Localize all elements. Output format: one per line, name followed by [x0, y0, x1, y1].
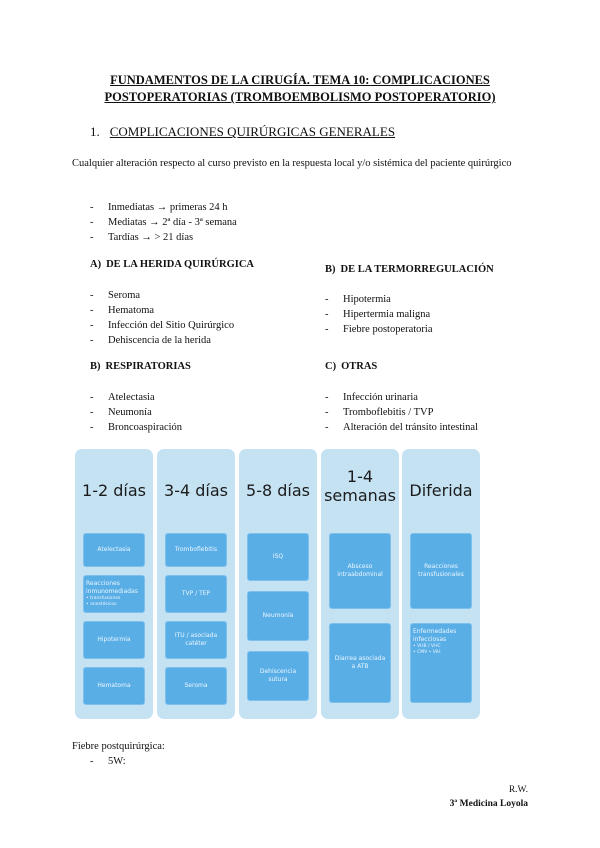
subheading-letter: B): [325, 264, 336, 275]
herida-list: [90, 288, 234, 348]
list-item: - Hematoma: [90, 303, 234, 318]
column-title: 5-8 días: [246, 481, 310, 500]
section-heading: [90, 124, 395, 140]
list-item: - Seroma: [90, 288, 234, 303]
complication-box: [83, 667, 145, 705]
complication-label: Seroma: [184, 682, 208, 689]
list-item: - Broncoaspiración: [90, 420, 182, 435]
column-title-line-2: semanas: [324, 486, 396, 505]
fiebre-section: [72, 739, 165, 769]
section-number: 1.: [90, 124, 100, 139]
complication-label: Reacciones transfusionales: [418, 563, 464, 578]
list-item: - Alteración del tránsito intestinal: [325, 420, 478, 435]
subheading-respiratorias: [90, 361, 191, 372]
complication-label: Diarrea asociada a ATB: [334, 655, 386, 670]
complication-box: [329, 533, 391, 609]
complication-label: Hipotermia: [97, 636, 131, 643]
complication-label: Enfermedades infecciosas: [413, 628, 457, 643]
timeline-column-1-4-semanas: [321, 449, 399, 719]
complication-box: [83, 575, 145, 613]
complication-box: [247, 533, 309, 581]
list-item: - Tromboflebitis / TVP: [325, 405, 478, 420]
complication-label: Neumonía: [262, 612, 294, 619]
document-title: [60, 72, 540, 106]
title-line-2: POSTOPERATORIAS (TROMBOEMBOLISMO POSTOPERATORIO): [104, 90, 496, 104]
subheading-otras: [325, 361, 377, 372]
complication-label: Tromboflebitis: [174, 546, 218, 553]
complication-detail: • transfusiones • anestésicos: [86, 596, 121, 607]
complications-timeline-diagram: [75, 449, 480, 719]
subheading-letter: C): [325, 361, 337, 372]
complication-box: [247, 651, 309, 701]
subheading-herida: [90, 259, 254, 270]
subheading-termorregulacion: [325, 264, 494, 275]
timeline-column-1-2-dias: [75, 449, 153, 719]
timing-list: [90, 200, 237, 245]
list-item: - Inmediatas → primeras 24 h: [90, 200, 237, 215]
definition-paragraph: Cualquier alteración respecto al curso previsto en la respuesta local y/o sistémica del paciente quirúrgico: [72, 158, 512, 169]
column-title: [321, 467, 399, 505]
complication-label: Dehiscencia sutura: [259, 668, 297, 683]
complication-label: ISQ: [272, 553, 284, 560]
complication-label: Reacciones inmunomediadas: [86, 580, 138, 595]
complication-box: [83, 621, 145, 659]
complication-label: Absceso intraabdominal: [337, 563, 383, 578]
timeline-column-diferida: [402, 449, 480, 719]
respiratorias-list: [90, 390, 182, 435]
author-course: 3ª Medicina Loyola: [449, 799, 528, 809]
otras-list: [325, 390, 478, 435]
complication-box: [165, 667, 227, 705]
section-heading-text: COMPLICACIONES QUIRÚRGICAS GENERALES: [109, 124, 396, 139]
list-item: - Atelectasia: [90, 390, 182, 405]
complication-box: [410, 533, 472, 609]
subheading-text: DE LA HERIDA QUIRÚRGICA: [106, 259, 254, 270]
subheading-letter: A): [90, 259, 102, 270]
complication-box: [83, 533, 145, 567]
column-title: Diferida: [409, 481, 473, 500]
list-item: - Tardías → > 21 días: [90, 230, 237, 245]
column-title-line-1: 1-4: [346, 467, 374, 486]
list-item: - Infección del Sitio Quirúrgico: [90, 318, 234, 333]
complication-box: [247, 591, 309, 641]
complication-box: [165, 621, 227, 659]
subheading-text: OTRAS: [341, 361, 378, 372]
list-item: - Neumonía: [90, 405, 182, 420]
column-title: 1-2 días: [82, 481, 146, 500]
list-item: - Infección urinaria: [325, 390, 478, 405]
fiebre-label: Fiebre postquirúrgica:: [72, 741, 165, 752]
subheading-text: DE LA TERMORREGULACIÓN: [340, 264, 494, 275]
list-item: - Fiebre postoperatoria: [325, 322, 433, 337]
list-item: - 5W:: [90, 754, 165, 769]
timeline-column-5-8-dias: [239, 449, 317, 719]
complication-detail: • VHB / VHC • CMV • VIH: [413, 644, 441, 655]
complication-box: [410, 623, 472, 703]
column-title: 3-4 días: [164, 481, 228, 500]
title-line-1: FUNDAMENTOS DE LA CIRUGÍA. TEMA 10: COMPLICACIONES: [110, 73, 490, 87]
complication-label: ITU / asociada catéter: [174, 632, 218, 647]
list-item: - Hipotermia: [325, 292, 433, 307]
subheading-letter: B): [90, 361, 101, 372]
list-item: - Dehiscencia de la herida: [90, 333, 234, 348]
complication-box: [165, 575, 227, 613]
complication-label: Atelectasia: [97, 546, 131, 553]
timeline-column-3-4-dias: [157, 449, 235, 719]
fiebre-list: [90, 754, 165, 769]
list-item: - Mediatas → 2ª día - 3ª semana: [90, 215, 237, 230]
complication-label: Hematoma: [97, 682, 131, 689]
complication-label: TVP / TEP: [181, 590, 211, 597]
complication-box: [165, 533, 227, 567]
list-item: - Hipertermia maligna: [325, 307, 433, 322]
complication-box: [329, 623, 391, 703]
subheading-text: RESPIRATORIAS: [105, 361, 191, 372]
author-initials: R.W.: [508, 785, 528, 795]
termorregulacion-list: [325, 292, 433, 337]
